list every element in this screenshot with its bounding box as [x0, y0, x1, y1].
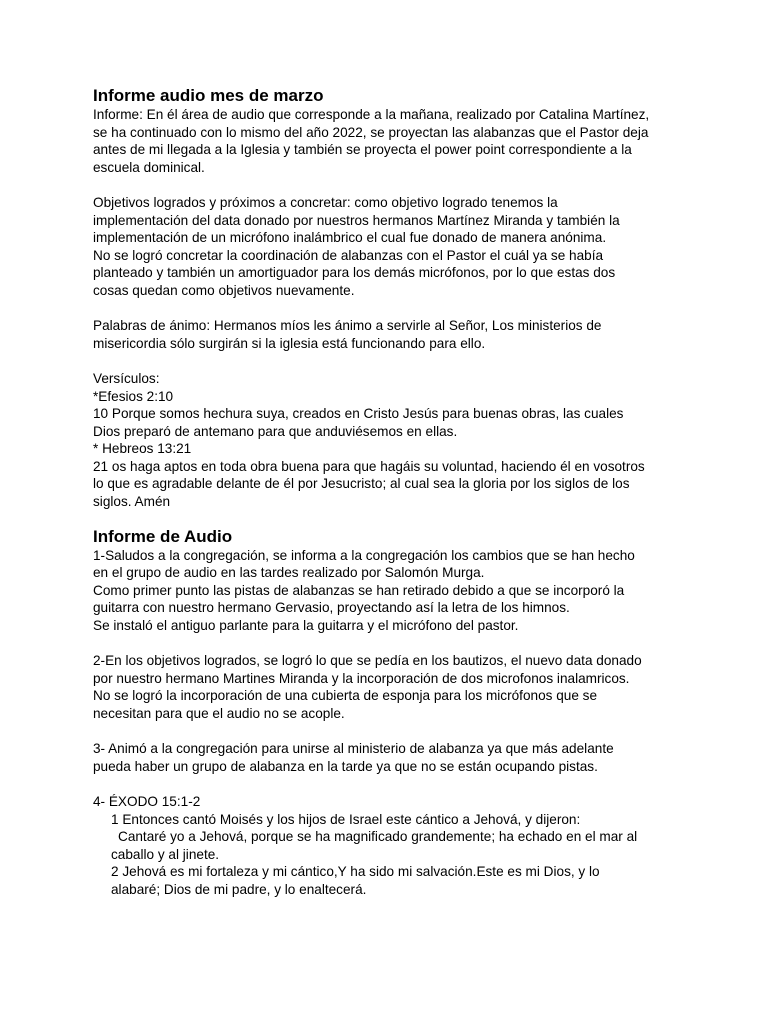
text-line: por nuestro hermano Martines Miranda y la incorporación de dos microfonos inalamricos.	[93, 670, 630, 686]
text-line: Dios preparó de antemano para que anduviésemos en ellas.	[93, 423, 458, 439]
text-line: implementación del data donado por nuestros hermanos Martínez Miranda y también la	[93, 212, 620, 228]
text-line: pueda haber un grupo de alabanza en la tarde ya que no se están ocupando pistas.	[93, 758, 598, 774]
document-body	[93, 86, 683, 899]
text-line: Informe: En él área de audio que corresponde a la mañana, realizado por Catalina Martínez,	[93, 107, 650, 122]
text-line: Se instaló el antiguo parlante para la guitarra y el micrófono del pastor.	[93, 618, 519, 634]
text-line: * Hebreos 13:21	[93, 441, 192, 457]
text-line: 4- ÉXODO 15:1-2	[93, 793, 201, 809]
text-line: Objetivos logrados y próximos a concretar: como objetivo logrado tenemos la	[93, 194, 558, 210]
paragraph-palabras-animo	[93, 317, 683, 352]
text-line: Palabras de ánimo: Hermanos míos les ánimo a servirle al Señor, Los ministerios de	[93, 318, 602, 334]
text-line: implementación de un micrófono inalámbrico el cual fue donado de manera anónima.	[93, 230, 607, 246]
section-title-informe-marzo: Informe audio mes de marzo	[93, 86, 324, 105]
verse-line: Cantaré yo a Jehová, porque se ha magnificado grandemente; ha echado en el mar al	[118, 829, 638, 845]
text-line: en el grupo de audio en las tardes realizado por Salomón Murga.	[93, 565, 485, 581]
paragraph-objetivos-logrados	[93, 652, 683, 722]
text-line: Como primer punto las pistas de alabanzas se han retirado debido a que se incorporó la	[93, 582, 625, 598]
text-line: 1-Saludos a la congregación, se informa a la congregación los cambios que se han hecho	[93, 547, 635, 563]
verse-line: 2 Jehová es mi fortaleza y mi cántico,Y ha sido mi salvación.Este es mi Dios, y lo	[111, 864, 600, 880]
paragraph-versiculos	[93, 370, 683, 511]
text-line: siglos. Amén	[93, 494, 171, 510]
paragraph-informe	[93, 106, 683, 176]
text-line: No se logró la incorporación de una cubierta de esponja para los micrófonos que se	[93, 688, 598, 704]
paragraph-saludos	[93, 547, 683, 635]
text-line: 21 os haga aptos en toda obra buena para que hagáis su voluntad, haciendo él en vosotros	[93, 458, 645, 474]
text-line: escuela dominical.	[93, 159, 205, 175]
text-line: Versículos:	[93, 370, 160, 386]
text-line: planteado y también un amortiguador para los demás micrófonos, por lo que estas dos	[93, 265, 616, 281]
text-line: antes de mi llegada a la Iglesia y también se proyecta el power point correspondiente a la	[93, 142, 632, 158]
text-line: 3- Animó a la congregación para unirse al ministerio de alabanza ya que más adelante	[93, 741, 614, 757]
text-line: necesitan para que el audio no se acople.	[93, 706, 345, 721]
paragraph-objetivos	[93, 194, 683, 300]
paragraph-animo	[93, 740, 683, 775]
text-line: guitarra con nuestro hermano Gervasio, proyectando así la letra de los himnos.	[93, 600, 570, 616]
verse-line: alabaré; Dios de mi padre, y lo enaltecerá.	[111, 881, 367, 897]
text-line: No se logró concretar la coordinación de alabanzas con el Pastor el cuál ya se había	[93, 247, 604, 263]
paragraph-exodo	[93, 793, 683, 899]
text-line: misericordia sólo surgirán si la iglesia está funcionando para ello.	[93, 335, 486, 351]
text-line: lo que es agradable delante de él por Jesucristo; al cual sea la gloria por los siglos de los	[93, 476, 630, 492]
section-title-informe-audio: Informe de Audio	[93, 526, 233, 546]
text-line: 2-En los objetivos logrados, se logró lo que se pedía en los bautizos, el nuevo data donado	[93, 653, 642, 669]
verse-line: caballo y al jinete.	[111, 846, 220, 862]
text-line: *Efesios 2:10	[93, 388, 174, 404]
text-line: cosas quedan como objetivos nuevamente.	[93, 282, 355, 298]
verse-line: 1 Entonces cantó Moisés y los hijos de Israel este cántico a Jehová, y dijeron:	[111, 811, 581, 827]
text-line: se ha continuado con lo mismo del año 2022, se proyectan las alabanzas que el Pastor deja	[93, 124, 649, 140]
text-line: 10 Porque somos hechura suya, creados en Cristo Jesús para buenas obras, las cuales	[93, 406, 624, 422]
